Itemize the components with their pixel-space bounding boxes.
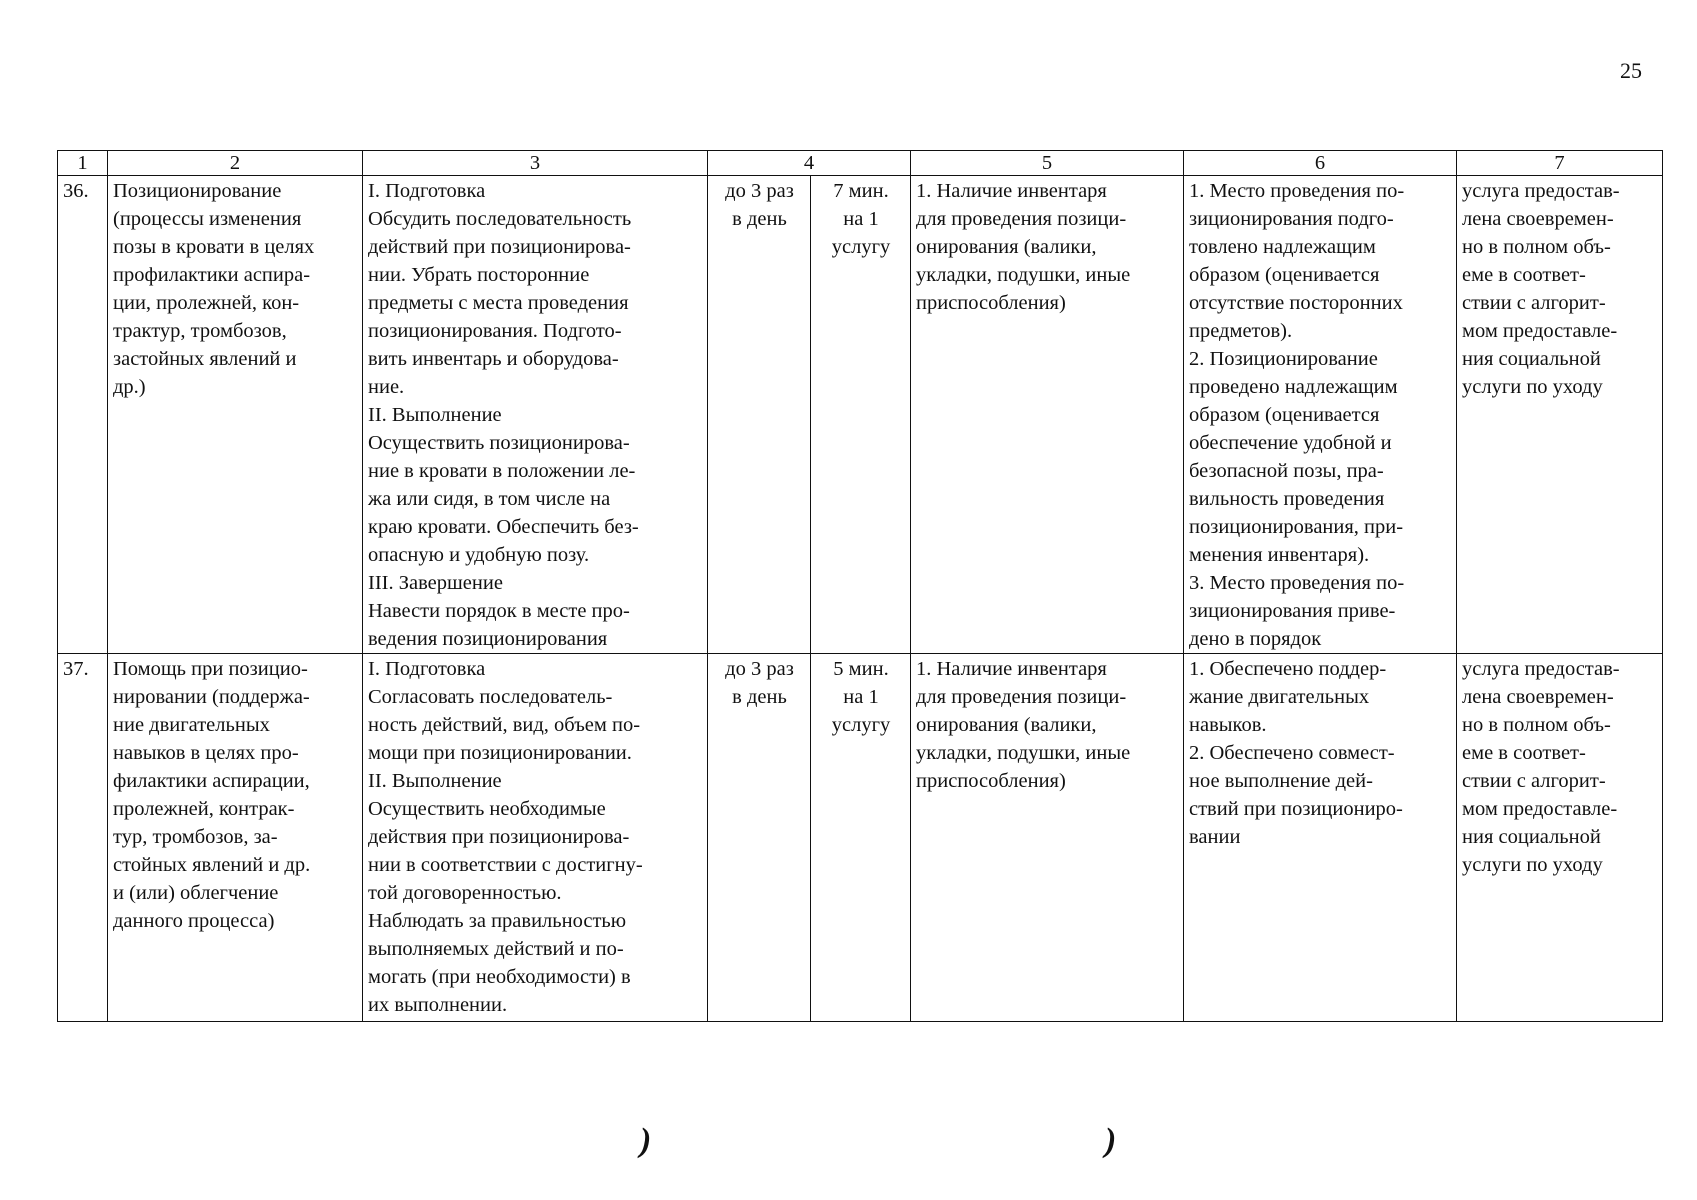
cell-line: нировании (поддержа- <box>113 686 310 708</box>
cell-line: III. Завершение <box>368 572 503 594</box>
cell-line: в день <box>732 208 787 230</box>
cell-line: образом (оценивается <box>1189 264 1380 286</box>
cell-line: Помощь при позицио- <box>113 658 308 680</box>
cell-line: (процессы изменения <box>113 208 302 230</box>
header-col-5: 5 <box>911 151 1184 176</box>
cell-line: онирования (валики, <box>916 714 1097 736</box>
cell-line: ние в кровати в положении ле- <box>368 460 636 482</box>
cell-line: трактур, тромбозов, <box>113 320 287 342</box>
cell-line: еме в соответ- <box>1462 742 1586 764</box>
cell-line: ведения позиционирования <box>368 628 608 650</box>
cell-line: и (или) облегчение <box>113 882 279 904</box>
cell-line: 7 мин. <box>833 180 889 202</box>
cell-line: данного процесса) <box>113 910 275 932</box>
cell-line: Осуществить необходимые <box>368 798 606 820</box>
cell-line: мом предоставле- <box>1462 320 1618 342</box>
service-content <box>363 176 708 654</box>
cell-line: жание двигательных <box>1189 686 1370 708</box>
cell-line: нии. Убрать посторонние <box>368 264 590 286</box>
cell-line: ность действий, вид, объем по- <box>368 714 641 736</box>
cell-line: Навести порядок в месте про- <box>368 600 630 622</box>
cell-line: услуга предостав- <box>1462 658 1620 680</box>
header-col-7: 7 <box>1457 151 1663 176</box>
service-frequency <box>708 654 811 1022</box>
cell-line: позы в кровати в целях <box>113 236 315 258</box>
cell-line: стойных явлений и др. <box>113 854 311 876</box>
cell-line: укладки, подушки, иные <box>916 742 1131 764</box>
header-col-6: 6 <box>1184 151 1457 176</box>
cell-line: укладки, подушки, иные <box>916 264 1131 286</box>
page-number: 25 <box>1620 58 1642 83</box>
cell-line: опасную и удобную позу. <box>368 544 590 566</box>
cell-line: пролежней, контрак- <box>113 798 295 820</box>
cell-line: на 1 <box>843 686 879 708</box>
cell-line: 5 мин. <box>833 658 889 680</box>
cell-line: навыков в целях про- <box>113 742 299 764</box>
cell-line: приспособления) <box>916 770 1066 792</box>
cell-line: позиционирования. Подгото- <box>368 320 622 342</box>
cell-line: для проведения позици- <box>916 686 1127 708</box>
cell-line: Согласовать последователь- <box>368 686 613 708</box>
cell-line: дено в порядок <box>1189 628 1322 650</box>
cell-line: Позиционирование <box>113 180 282 202</box>
cell-line: вильность проведения <box>1189 488 1385 510</box>
cell-line: до 3 раз <box>725 658 794 680</box>
header-row <box>58 151 1663 176</box>
service-result <box>1457 176 1663 654</box>
cell-line: услугу <box>831 236 891 258</box>
service-quality <box>1184 176 1457 654</box>
table-row <box>58 176 1663 654</box>
cell-line: приспособления) <box>916 292 1066 314</box>
header-col-4: 4 <box>708 151 911 176</box>
row-number: 37. <box>58 654 108 1022</box>
cell-line: 2. Обеспечено совмест- <box>1189 742 1395 764</box>
cell-line: тур, тромбозов, за- <box>113 826 278 848</box>
service-name <box>108 176 363 654</box>
service-duration <box>811 654 911 1022</box>
cell-line: в день <box>732 686 787 708</box>
cell-line: еме в соответ- <box>1462 264 1586 286</box>
cell-line: краю кровати. Обеспечить без- <box>368 516 639 538</box>
cell-line: нии в соответствии с достигну- <box>368 854 643 876</box>
cell-line: ствий при позициониро- <box>1189 798 1403 820</box>
cell-line: 1. Обеспечено поддер- <box>1189 658 1387 680</box>
cell-line: товлено надлежащим <box>1189 236 1376 258</box>
cell-line: для проведения позици- <box>916 208 1127 230</box>
cell-line: 1. Наличие инвентаря <box>916 180 1107 202</box>
cell-line: лена своевремен- <box>1462 686 1614 708</box>
cell-line: позиционирования, при- <box>1189 516 1404 538</box>
cell-line: той договоренностью. <box>368 882 562 904</box>
cell-line: Обсудить последовательность <box>368 208 632 230</box>
service-content <box>363 654 708 1022</box>
cell-line: менения инвентаря). <box>1189 544 1370 566</box>
cell-line: мощи при позиционировании. <box>368 742 632 764</box>
cell-line: Наблюдать за правильностью <box>368 910 627 932</box>
cell-line: ствии с алгорит- <box>1462 770 1606 792</box>
cell-line: вить инвентарь и оборудова- <box>368 348 619 370</box>
cell-line: ние. <box>368 376 405 398</box>
cell-line: ции, пролежней, кон- <box>113 292 300 314</box>
cell-line: зиционирования подго- <box>1189 208 1394 230</box>
cell-line: отсутствие посторонних <box>1189 292 1403 314</box>
header-col-3: 3 <box>363 151 708 176</box>
service-conditions <box>911 654 1184 1022</box>
cell-line: 3. Место проведения по- <box>1189 572 1405 594</box>
service-quality <box>1184 654 1457 1022</box>
cell-line: предметов). <box>1189 320 1293 342</box>
cell-line: ствии с алгорит- <box>1462 292 1606 314</box>
cell-line: ния социальной <box>1462 826 1601 848</box>
cell-line: выполняемых действий и по- <box>368 938 624 960</box>
cell-line: действий при позиционирова- <box>368 236 631 258</box>
cell-line: ния социальной <box>1462 348 1601 370</box>
row-number: 36. <box>58 176 108 654</box>
cell-line: профилактики аспира- <box>113 264 311 286</box>
cell-line: вании <box>1189 826 1241 848</box>
service-result <box>1457 654 1663 1022</box>
services-table <box>57 150 1663 1022</box>
cell-line: но в полном объ- <box>1462 236 1611 258</box>
cell-line: но в полном объ- <box>1462 714 1611 736</box>
service-name <box>108 654 363 1022</box>
cell-line: на 1 <box>843 208 879 230</box>
cell-line: навыков. <box>1189 714 1267 736</box>
cell-line: застойных явлений и <box>113 348 297 370</box>
cell-line: мом предоставле- <box>1462 798 1618 820</box>
cell-line: II. Выполнение <box>368 770 502 792</box>
cell-line: лена своевремен- <box>1462 208 1614 230</box>
cell-line: действия при позиционирова- <box>368 826 630 848</box>
cell-line: I. Подготовка <box>368 658 486 680</box>
cell-line: ное выполнение дей- <box>1189 770 1373 792</box>
cell-line: услуги по уходу <box>1462 854 1603 876</box>
service-duration <box>811 176 911 654</box>
header-col-1: 1 <box>58 151 108 176</box>
cell-line: безопасной позы, пра- <box>1189 460 1384 482</box>
cell-line: предметы с места проведения <box>368 292 629 314</box>
cell-line: услуги по уходу <box>1462 376 1603 398</box>
cell-line: 1. Место проведения по- <box>1189 180 1405 202</box>
cell-line: II. Выполнение <box>368 404 502 426</box>
cell-line: Осуществить позиционирова- <box>368 432 630 454</box>
cell-line: проведено надлежащим <box>1189 376 1398 398</box>
cell-line: зиционирования приве- <box>1189 600 1396 622</box>
cell-line: услугу <box>831 714 891 736</box>
cell-line: ние двигательных <box>113 714 270 736</box>
cell-line: онирования (валики, <box>916 236 1097 258</box>
cell-line: I. Подготовка <box>368 180 486 202</box>
scan-mark-left: ) <box>640 1122 652 1159</box>
cell-line: услуга предостав- <box>1462 180 1620 202</box>
cell-line: образом (оценивается <box>1189 404 1380 426</box>
cell-line: жа или сидя, в том числе на <box>368 488 611 510</box>
header-col-2: 2 <box>108 151 363 176</box>
cell-line: филактики аспирации, <box>113 770 310 792</box>
cell-line: обеспечение удобной и <box>1189 432 1392 454</box>
service-frequency <box>708 176 811 654</box>
table-row <box>58 654 1663 1022</box>
cell-line: их выполнении. <box>368 994 508 1016</box>
scan-mark-right: ) <box>1105 1122 1117 1159</box>
cell-line: 1. Наличие инвентаря <box>916 658 1107 680</box>
cell-line: могать (при необходимости) в <box>368 966 631 988</box>
cell-line: др.) <box>113 376 146 398</box>
service-conditions <box>911 176 1184 654</box>
cell-line: 2. Позиционирование <box>1189 348 1378 370</box>
cell-line: до 3 раз <box>725 180 794 202</box>
